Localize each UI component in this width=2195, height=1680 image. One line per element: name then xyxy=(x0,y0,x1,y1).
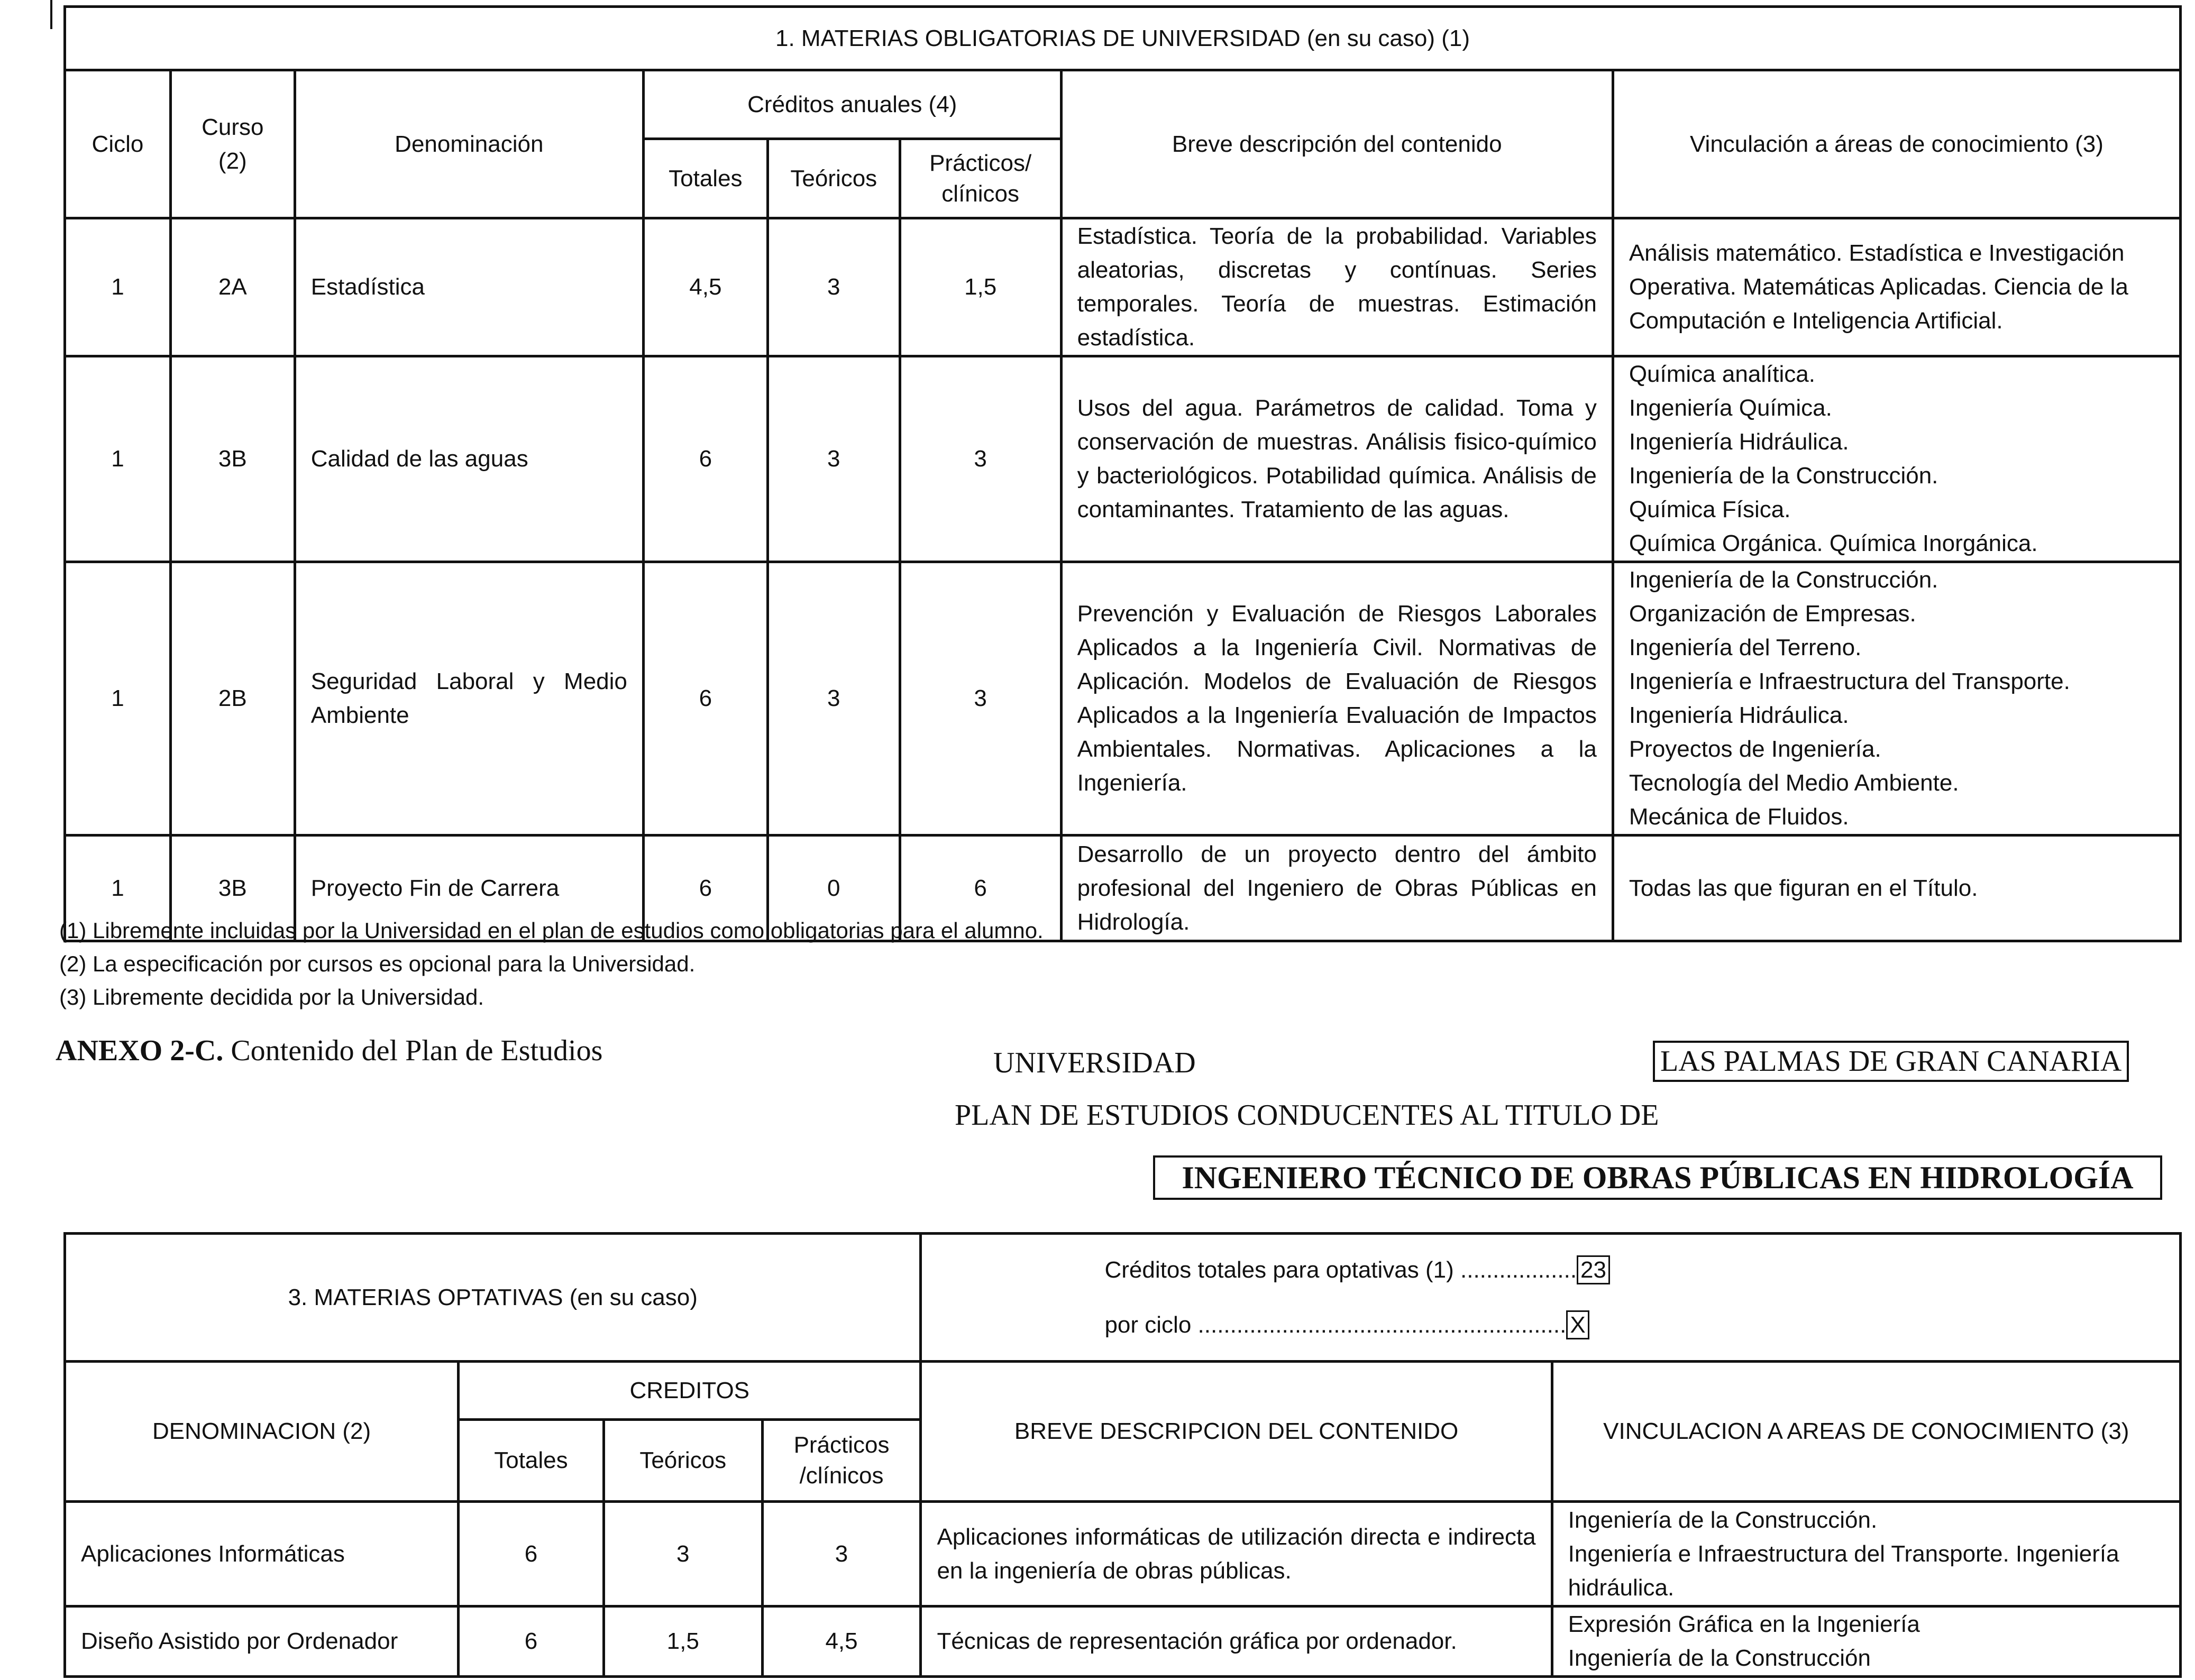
por-ciclo-label: por ciclo ......................................................... xyxy=(1104,1311,1567,1338)
cell-vinculacion xyxy=(1613,356,2180,562)
table-row xyxy=(65,1606,2181,1677)
cell-denominacion: Estadística xyxy=(295,218,643,356)
area-line: Ingeniería e Infraestructura del Transporte. Ingeniería hidráulica. xyxy=(1568,1540,2119,1601)
margin-mark xyxy=(50,0,52,29)
area-line: Tecnología del Medio Ambiente. xyxy=(1629,770,1959,796)
annex-label-rest: Contenido del Plan de Estudios xyxy=(231,1034,603,1067)
area-line: Mecánica de Fluidos. xyxy=(1629,804,1849,830)
area-line: Ingeniería de la Construcción. xyxy=(1629,463,1938,489)
cell-practicos: 1,5 xyxy=(900,218,1061,356)
cell-totales: 6 xyxy=(643,562,767,836)
cell-practicos: 4,5 xyxy=(762,1606,921,1677)
cell-denominacion: Calidad de las aguas xyxy=(295,356,643,562)
area-line: Todas las que figuran en el Título. xyxy=(1629,875,1978,901)
cell-vinculacion xyxy=(1613,836,2180,941)
header-descripcion: Breve descripción del contenido xyxy=(1061,70,1613,218)
area-line: Ingeniería de la Construcción. xyxy=(1568,1507,1878,1533)
cell-ciclo: 1 xyxy=(65,836,171,941)
header-creditos: CREDITOS xyxy=(459,1362,921,1420)
por-ciclo xyxy=(1104,1298,2164,1353)
table-row xyxy=(65,562,2181,836)
cell-vinculacion xyxy=(1613,562,2180,836)
cell-descripcion: Desarrollo de un proyecto dentro del ámbito profesional del Ingeniero de Obras Públicas en Hidrología. xyxy=(1061,836,1613,941)
header-denominacion: DENOMINACION (2) xyxy=(65,1362,459,1502)
cell-totales: 6 xyxy=(459,1502,604,1606)
header-vinculacion: Vinculación a áreas de conocimiento (3) xyxy=(1613,70,2180,218)
cell-descripcion: Prevención y Evaluación de Riesgos Laborales Aplicados a la Ingeniería Civil. Normativas de Aplicación. Modelos de Evaluación de Riesgos Aplicados a la Ingeniería Evaluación de Impactos Ambientales. Normativas. Aplicaciones a la Ingeniería. xyxy=(1061,562,1613,836)
cell-denominacion: Aplicaciones Informáticas xyxy=(65,1502,459,1606)
header-totales: Totales xyxy=(459,1420,604,1502)
plan-label: PLAN DE ESTUDIOS CONDUCENTES AL TITULO DE xyxy=(955,1099,1659,1132)
header-teoricos: Teóricos xyxy=(767,139,900,218)
table-row xyxy=(65,356,2181,562)
header-practicos: Prácticos/ clínicos xyxy=(900,139,1061,218)
cell-teoricos: 3 xyxy=(767,218,900,356)
cell-ciclo: 1 xyxy=(65,218,171,356)
cell-teoricos: 3 xyxy=(767,356,900,562)
cell-curso: 2B xyxy=(170,562,295,836)
area-line: Química Orgánica. Química Inorgánica. xyxy=(1629,530,2038,556)
cell-descripcion: Usos del agua. Parámetros de calidad. Toma y conservación de muestras. Análisis fisico-químico y bacteriológicos. Potabilidad química. Análisis de contaminantes. Tratamiento de las aguas. xyxy=(1061,356,1613,562)
table2-title: 3. MATERIAS OPTATIVAS (en su caso) xyxy=(65,1234,921,1362)
header-vinculacion: VINCULACION A AREAS DE CONOCIMIENTO (3) xyxy=(1552,1362,2180,1502)
cell-teoricos: 0 xyxy=(767,836,900,941)
creditos-totales-label: Créditos totales para optativas (1) .................. xyxy=(1104,1256,1577,1283)
optativas-table xyxy=(63,1232,2182,1678)
footnote-1: (1) Libremente incluidas por la Universidad en el plan de estudios como obligatorias para el alumno. xyxy=(59,918,1044,943)
area-line: Organización de Empresas. xyxy=(1629,601,1916,627)
header-descripcion: BREVE DESCRIPCION DEL CONTENIDO xyxy=(921,1362,1552,1502)
por-ciclo-value: X xyxy=(1566,1310,1589,1339)
area-line: Proyectos de Ingeniería. xyxy=(1629,736,1881,762)
creditos-box xyxy=(921,1234,2181,1362)
footnote-3: (3) Libremente decidida por la Universidad. xyxy=(59,985,484,1009)
cell-vinculacion xyxy=(1552,1606,2180,1677)
area-line: Ingeniería de la Construcción. xyxy=(1629,567,1938,593)
area-line: Ingeniería del Terreno. xyxy=(1629,635,1862,660)
header-teoricos: Teóricos xyxy=(603,1420,762,1502)
cell-descripcion: Estadística. Teoría de la probabilidad. Variables aleatorias, discretas y contínuas. Series temporales. Teoría de muestras. Estimación estadística. xyxy=(1061,218,1613,356)
area-line: Química analítica. xyxy=(1629,361,1815,387)
cell-curso: 3B xyxy=(170,356,295,562)
cell-practicos: 3 xyxy=(900,562,1061,836)
area-line: Análisis matemático. Estadística e Investigación Operativa. Matemáticas Aplicadas. Ciencia de la Computación e Inteligencia Artificial. xyxy=(1629,240,2128,334)
cell-descripcion: Aplicaciones informáticas de utilización directa e indirecta en la ingeniería de obras públicas. xyxy=(921,1502,1552,1606)
cell-practicos: 3 xyxy=(762,1502,921,1606)
header-practicos: Prácticos /clínicos xyxy=(762,1420,921,1502)
creditos-totales xyxy=(1104,1243,2164,1298)
area-line: Ingeniería de la Construcción xyxy=(1568,1645,1871,1671)
cell-vinculacion xyxy=(1552,1502,2180,1606)
header-denominacion: Denominación xyxy=(295,70,643,218)
annex-label xyxy=(56,1034,602,1068)
area-line: Ingeniería Hidráulica. xyxy=(1629,702,1849,728)
cell-curso: 3B xyxy=(170,836,295,941)
cell-practicos: 6 xyxy=(900,836,1061,941)
cell-totales: 6 xyxy=(643,356,767,562)
table-row xyxy=(65,1502,2181,1606)
area-line: Ingeniería Química. xyxy=(1629,395,1832,421)
cell-teoricos: 1,5 xyxy=(603,1606,762,1677)
header-creditos: Créditos anuales (4) xyxy=(643,70,1061,139)
cell-totales: 6 xyxy=(459,1606,604,1677)
area-line: Química Física. xyxy=(1629,497,1791,522)
cell-teoricos: 3 xyxy=(767,562,900,836)
footnote-2: (2) La especificación por cursos es opcional para la Universidad. xyxy=(59,951,696,976)
header-ciclo: Ciclo xyxy=(65,70,171,218)
cell-ciclo: 1 xyxy=(65,562,171,836)
cell-teoricos: 3 xyxy=(603,1502,762,1606)
universidad-value: LAS PALMAS DE GRAN CANARIA xyxy=(1653,1041,2129,1082)
cell-totales: 6 xyxy=(643,836,767,941)
area-line: Ingeniería Hidráulica. xyxy=(1629,429,1849,455)
area-line: Ingeniería e Infraestructura del Transporte. xyxy=(1629,668,2070,694)
cell-denominacion: Seguridad Laboral y Medio Ambiente xyxy=(295,562,643,836)
obligatorias-table xyxy=(63,5,2182,942)
area-line: Expresión Gráfica en la Ingeniería xyxy=(1568,1611,1920,1637)
creditos-totales-value: 23 xyxy=(1577,1255,1610,1284)
header-curso: Curso (2) xyxy=(170,70,295,218)
degree-title: INGENIERO TÉCNICO DE OBRAS PÚBLICAS EN HIDROLOGÍA xyxy=(1153,1155,2162,1200)
cell-denominacion: Diseño Asistido por Ordenador xyxy=(65,1606,459,1677)
table-row xyxy=(65,218,2181,356)
cell-curso: 2A xyxy=(170,218,295,356)
annex-label-bold: ANEXO 2-C. xyxy=(56,1034,224,1067)
cell-descripcion: Técnicas de representación gráfica por ordenador. xyxy=(921,1606,1552,1677)
cell-totales: 4,5 xyxy=(643,218,767,356)
cell-denominacion: Proyecto Fin de Carrera xyxy=(295,836,643,941)
universidad-label: UNIVERSIDAD xyxy=(993,1046,1196,1079)
cell-vinculacion xyxy=(1613,218,2180,356)
cell-practicos: 3 xyxy=(900,356,1061,562)
cell-ciclo: 1 xyxy=(65,356,171,562)
table1-title: 1. MATERIAS OBLIGATORIAS DE UNIVERSIDAD (en su caso) (1) xyxy=(65,7,2181,70)
header-totales: Totales xyxy=(643,139,767,218)
